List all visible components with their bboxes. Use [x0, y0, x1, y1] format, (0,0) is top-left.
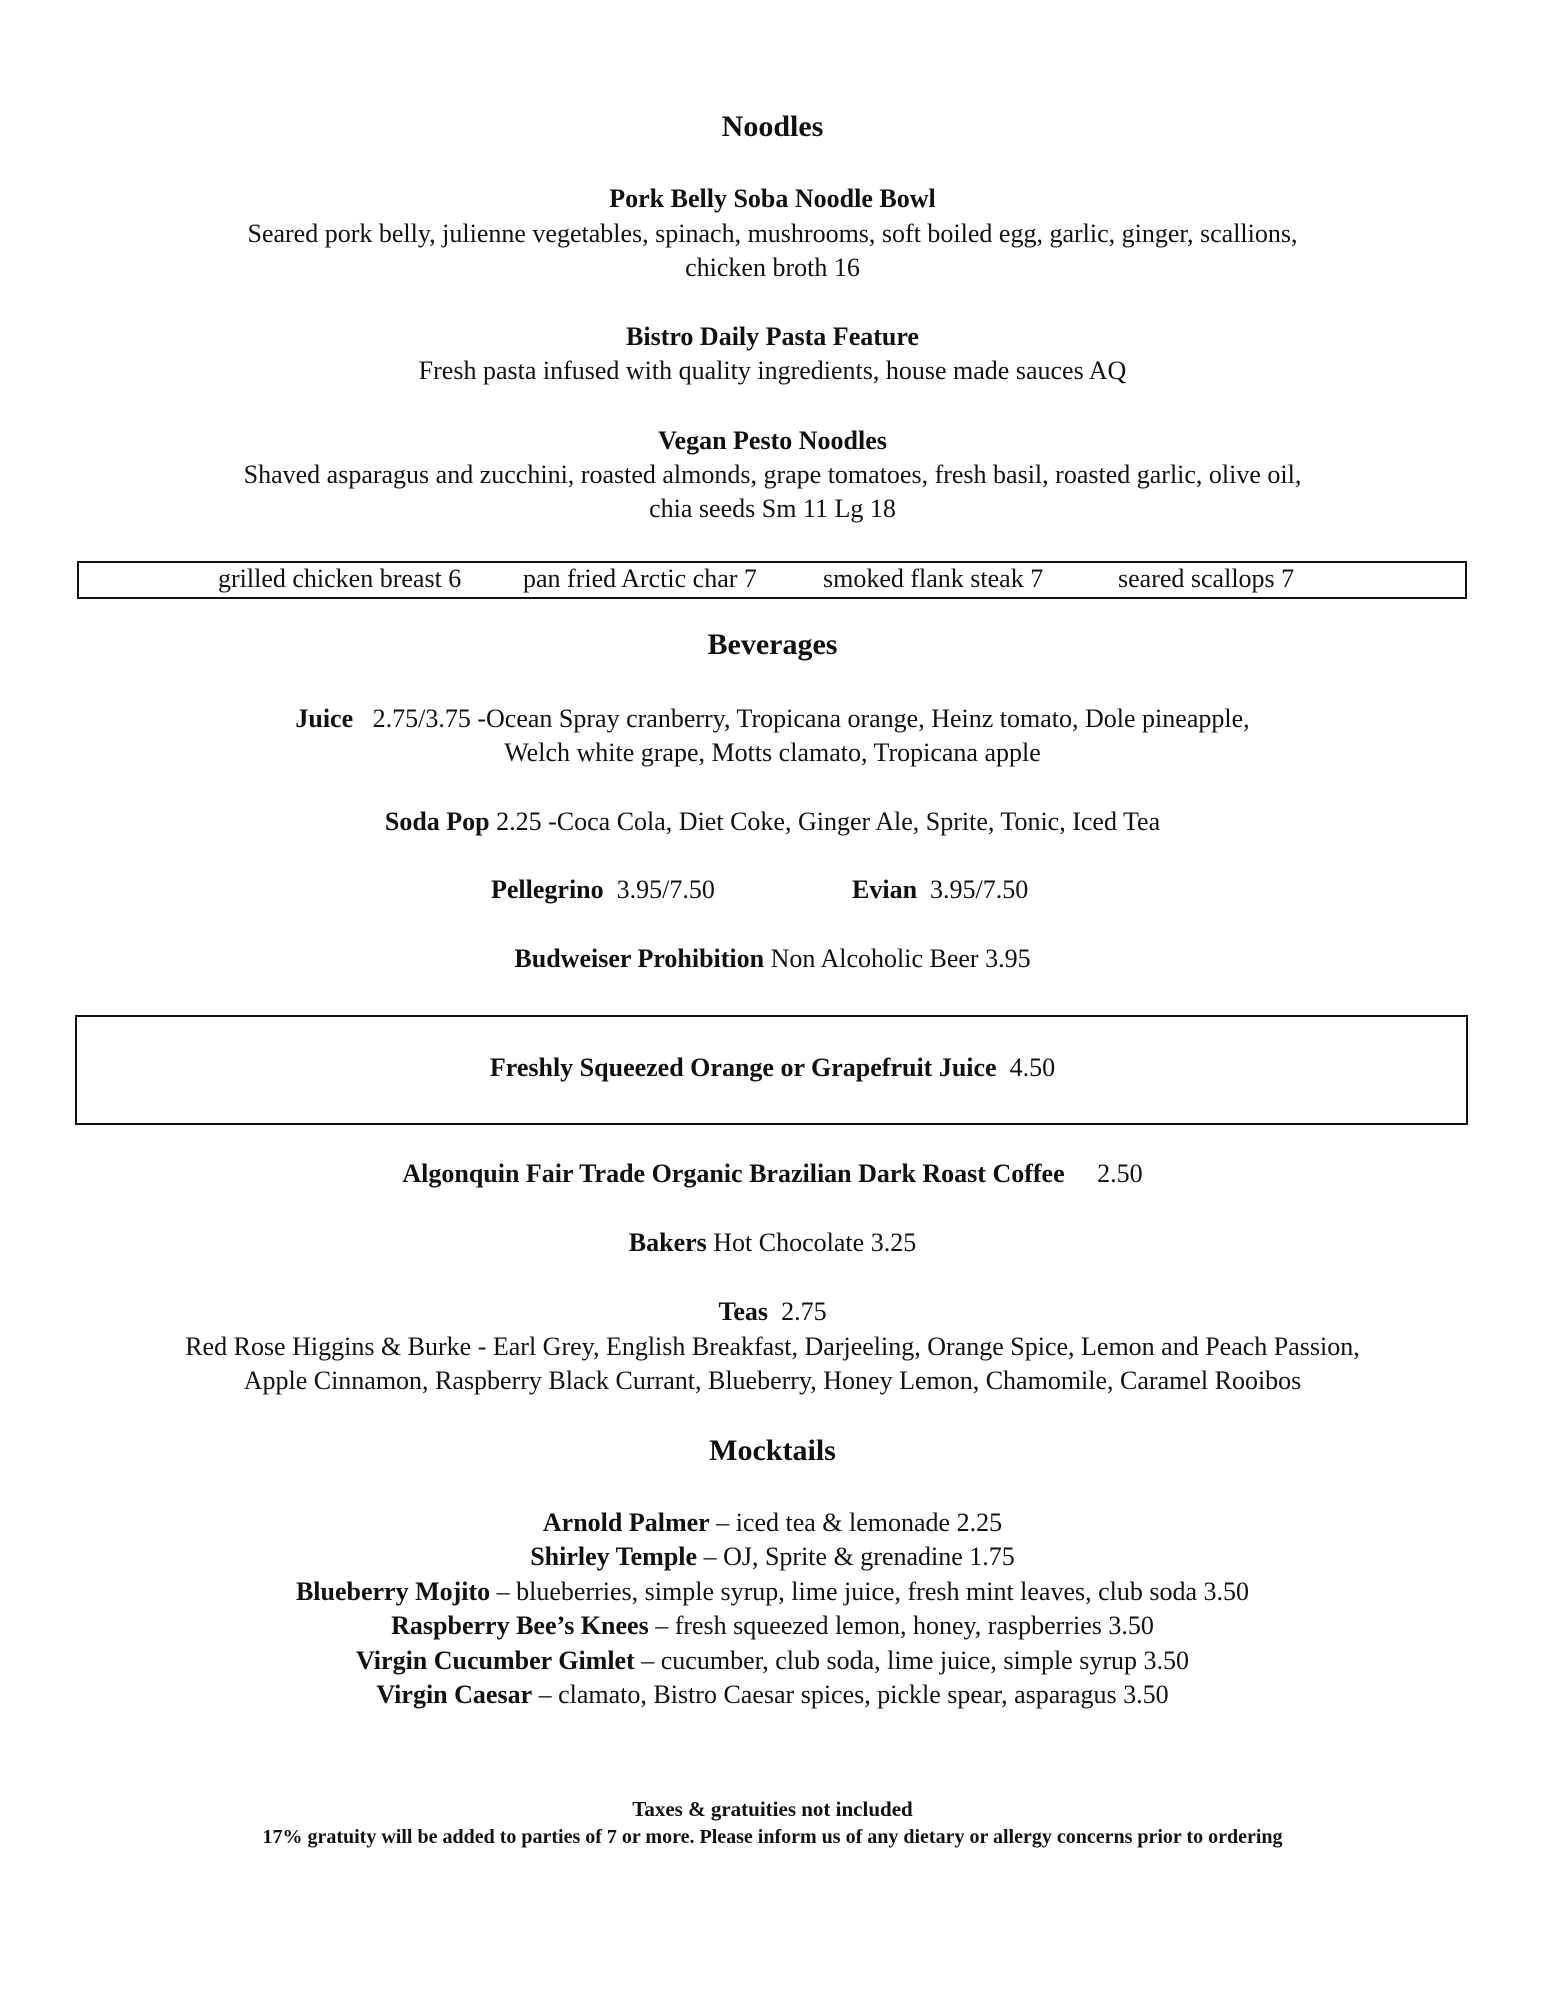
pork-belly-desc-line1: Seared pork belly, julienne vegetables, spinach, mushrooms, soft boiled egg, garlic, ginger, scallions,	[247, 219, 1298, 248]
teas-name: Teas	[718, 1297, 769, 1326]
addon-chicken: grilled chicken breast 6	[218, 564, 462, 593]
footer-gratuity-note: 17% gratuity will be added to parties of 7 or more. Please inform us of any dietary or allergy concerns prior to ordering	[262, 1826, 1283, 1848]
beverages-heading: Beverages	[707, 628, 838, 661]
addon-flank-steak: smoked flank steak 7	[823, 564, 1044, 593]
mocktail-name: Virgin Cucumber Gimlet	[356, 1646, 635, 1675]
mocktail-name: Raspberry Bee’s Knees	[391, 1611, 649, 1640]
mocktail-name: Virgin Caesar	[376, 1680, 533, 1709]
juice-desc-line2: Welch white grape, Motts clamato, Tropicana apple	[504, 738, 1041, 767]
juice-line1	[0, 704, 1545, 734]
pasta-feature-title: Bistro Daily Pasta Feature	[626, 322, 919, 351]
mocktail-desc: – blueberries, simple syrup, lime juice, fresh mint leaves, club soda 3.50	[490, 1577, 1250, 1606]
pork-belly-desc-line2: chicken broth 16	[685, 253, 860, 282]
addon-arctic-char: pan fried Arctic char 7	[523, 564, 757, 593]
footer-taxes-note: Taxes & gratuities not included	[632, 1797, 913, 1821]
soda-pop-line	[0, 807, 1545, 837]
hot-chocolate-desc: Hot Chocolate 3.25	[706, 1228, 917, 1257]
noodles-heading: Noodles	[721, 110, 824, 143]
vegan-pesto-title: Vegan Pesto Noodles	[658, 426, 887, 455]
mocktail-desc: – clamato, Bistro Caesar spices, pickle spear, asparagus 3.50	[532, 1680, 1169, 1709]
fresh-juice-price: 4.50	[1009, 1053, 1056, 1082]
mocktail-item	[0, 1611, 1545, 1641]
teas-desc-line2: Apple Cinnamon, Raspberry Black Currant, Blueberry, Honey Lemon, Chamomile, Caramel Rooibos	[243, 1366, 1302, 1395]
pellegrino-line	[491, 875, 715, 905]
mocktail-desc: – OJ, Sprite & grenadine 1.75	[697, 1542, 1015, 1571]
mocktail-item	[0, 1646, 1545, 1676]
coffee-line	[0, 1159, 1545, 1189]
coffee-price: 2.50	[1097, 1159, 1143, 1188]
juice-name: Juice	[295, 704, 354, 733]
mocktail-desc: – fresh squeezed lemon, honey, raspberries 3.50	[648, 1611, 1154, 1640]
mocktail-item	[0, 1680, 1545, 1710]
pasta-feature-desc: Fresh pasta infused with quality ingredients, house made sauces AQ	[418, 356, 1127, 385]
budweiser-line	[0, 944, 1545, 974]
mocktail-name: Blueberry Mojito	[295, 1577, 491, 1606]
pork-belly-title: Pork Belly Soba Noodle Bowl	[609, 184, 936, 213]
hot-chocolate-name: Bakers	[628, 1228, 707, 1257]
mocktails-heading: Mocktails	[709, 1434, 836, 1467]
vegan-pesto-desc-line2: chia seeds Sm 11 Lg 18	[649, 494, 896, 523]
mocktail-item	[0, 1508, 1545, 1538]
juice-desc-line1: 2.75/3.75 -Ocean Spray cranberry, Tropicana orange, Heinz tomato, Dole pineapple,	[372, 704, 1250, 733]
soda-pop-name: Soda Pop	[384, 807, 490, 836]
teas-price: 2.75	[781, 1297, 827, 1326]
mocktail-name: Arnold Palmer	[542, 1508, 710, 1537]
teas-desc-line1: Red Rose Higgins & Burke - Earl Grey, English Breakfast, Darjeeling, Orange Spice, Lemon and Peach Passion,	[185, 1332, 1360, 1361]
pellegrino-price: 3.95/7.50	[616, 875, 715, 904]
fresh-juice-line	[0, 1053, 1545, 1083]
budweiser-name: Budweiser Prohibition	[514, 944, 765, 973]
mocktail-item	[0, 1542, 1545, 1572]
mocktail-desc: – cucumber, club soda, lime juice, simple syrup 3.50	[634, 1646, 1189, 1675]
fresh-juice-name: Freshly Squeezed Orange or Grapefruit Juice	[489, 1053, 997, 1082]
evian-line	[852, 875, 1028, 905]
hot-chocolate-line	[0, 1228, 1545, 1258]
evian-price: 3.95/7.50	[930, 875, 1029, 904]
addon-scallops: seared scallops 7	[1118, 564, 1295, 593]
mocktail-name: Shirley Temple	[530, 1542, 698, 1571]
evian-name: Evian	[852, 875, 918, 904]
vegan-pesto-desc-line1: Shaved asparagus and zucchini, roasted almonds, grape tomatoes, fresh basil, roasted garlic, olive oil,	[243, 460, 1302, 489]
pellegrino-name: Pellegrino	[491, 875, 604, 904]
mocktail-desc: – iced tea & lemonade 2.25	[709, 1508, 1003, 1537]
coffee-name: Algonquin Fair Trade Organic Brazilian Dark Roast Coffee	[402, 1159, 1065, 1188]
budweiser-desc: Non Alcoholic Beer 3.95	[764, 944, 1031, 973]
teas-title-line	[0, 1297, 1545, 1327]
soda-pop-desc: 2.25 -Coca Cola, Diet Coke, Ginger Ale, Sprite, Tonic, Iced Tea	[489, 807, 1161, 836]
mocktail-item	[0, 1577, 1545, 1607]
